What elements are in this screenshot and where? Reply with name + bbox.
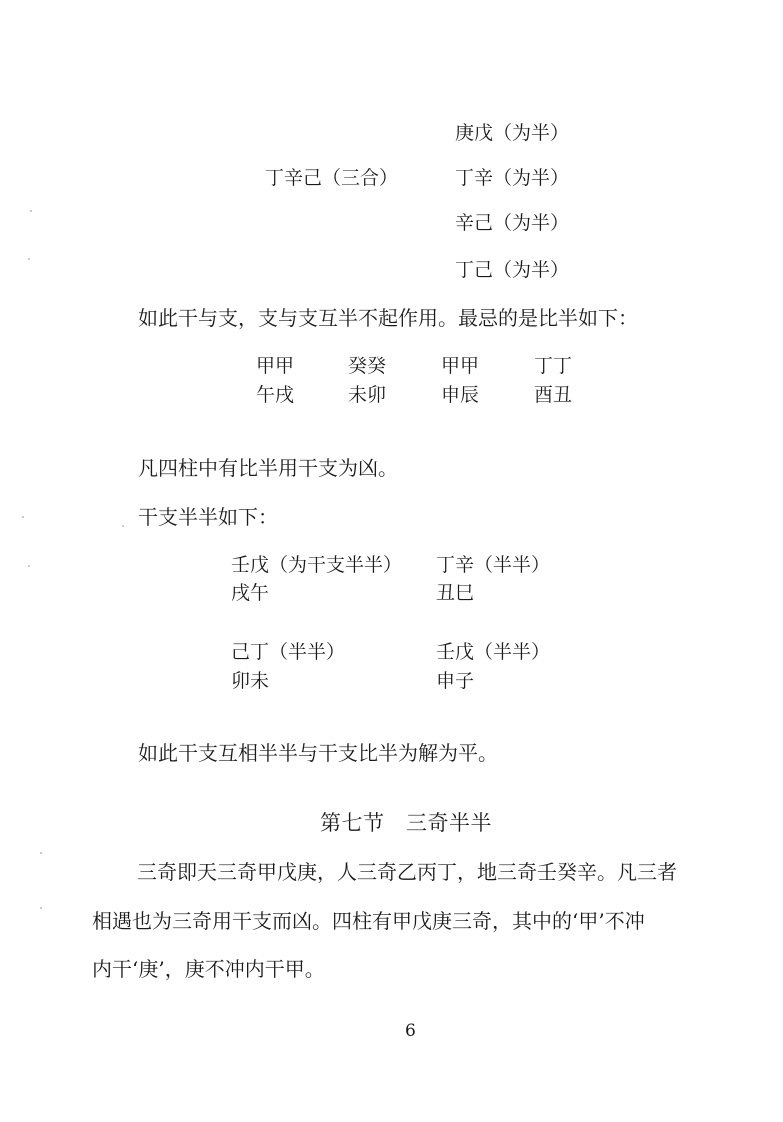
banban-r3c1: 己丁（半半）	[231, 641, 346, 663]
banban-r1c1: 壬戊（为干支半半）	[231, 554, 403, 576]
pair-xin-ji: 辛己（为半）	[455, 212, 570, 234]
banban-r2c1: 戌午	[231, 582, 270, 604]
scan-speck	[40, 852, 42, 854]
scan-speck	[22, 516, 24, 518]
pair-ding-ji: 丁己（为半）	[455, 259, 570, 281]
bihan-bottom-1: 午戌	[256, 384, 295, 406]
pair-ding-xin-ji-sanhe: 丁辛己（三合）	[265, 167, 399, 189]
bihan-top-4: 丁丁	[534, 355, 573, 377]
paragraph-banban-intro: 干支半半如下：	[138, 505, 278, 529]
paragraph-bihan-intro: 如此干与支，支与支互半不起作用。最忌的是比半如下：	[138, 306, 638, 330]
paragraph-bihan-rule: 凡四柱中有比半用干支为凶。	[138, 456, 398, 480]
scan-speck	[28, 565, 30, 567]
body-line-1: 三奇即天三奇甲戊庚，人三奇乙丙丁，地三奇壬癸辛。凡三者	[137, 860, 677, 884]
pair-ding-xin: 丁辛（为半）	[455, 167, 570, 189]
pair-geng-wu: 庚戊（为半）	[455, 122, 570, 144]
scan-speck	[28, 258, 30, 260]
page-number: 6	[405, 1021, 416, 1041]
banban-r4c1: 卯未	[231, 670, 270, 692]
bihan-bottom-3: 申辰	[441, 384, 480, 406]
scan-speck	[30, 210, 32, 212]
body-line-2: 相遇也为三奇用干支而凶。四柱有甲戊庚三奇，其中的‘甲’不冲	[92, 909, 645, 933]
banban-r1c2: 丁辛（半半）	[436, 554, 551, 576]
bihan-top-2: 癸癸	[348, 355, 387, 377]
banban-r4c2: 申子	[436, 670, 475, 692]
paragraph-banban-conclusion: 如此干支互相半半与干支比半为解为平。	[138, 741, 498, 765]
bihan-bottom-2: 未卯	[348, 384, 387, 406]
scan-speck	[122, 525, 124, 527]
section-title: 第七节 三奇半半	[320, 811, 492, 835]
banban-r3c2: 壬戊（半半）	[436, 641, 551, 663]
bihan-bottom-4: 酉丑	[534, 384, 573, 406]
banban-r2c2: 丑巳	[436, 582, 475, 604]
body-line-3: 内干‘庚’，庚不冲内干甲。	[92, 957, 325, 981]
scan-speck	[40, 907, 42, 909]
bihan-top-1: 甲甲	[256, 355, 295, 377]
bihan-top-3: 甲甲	[441, 355, 480, 377]
